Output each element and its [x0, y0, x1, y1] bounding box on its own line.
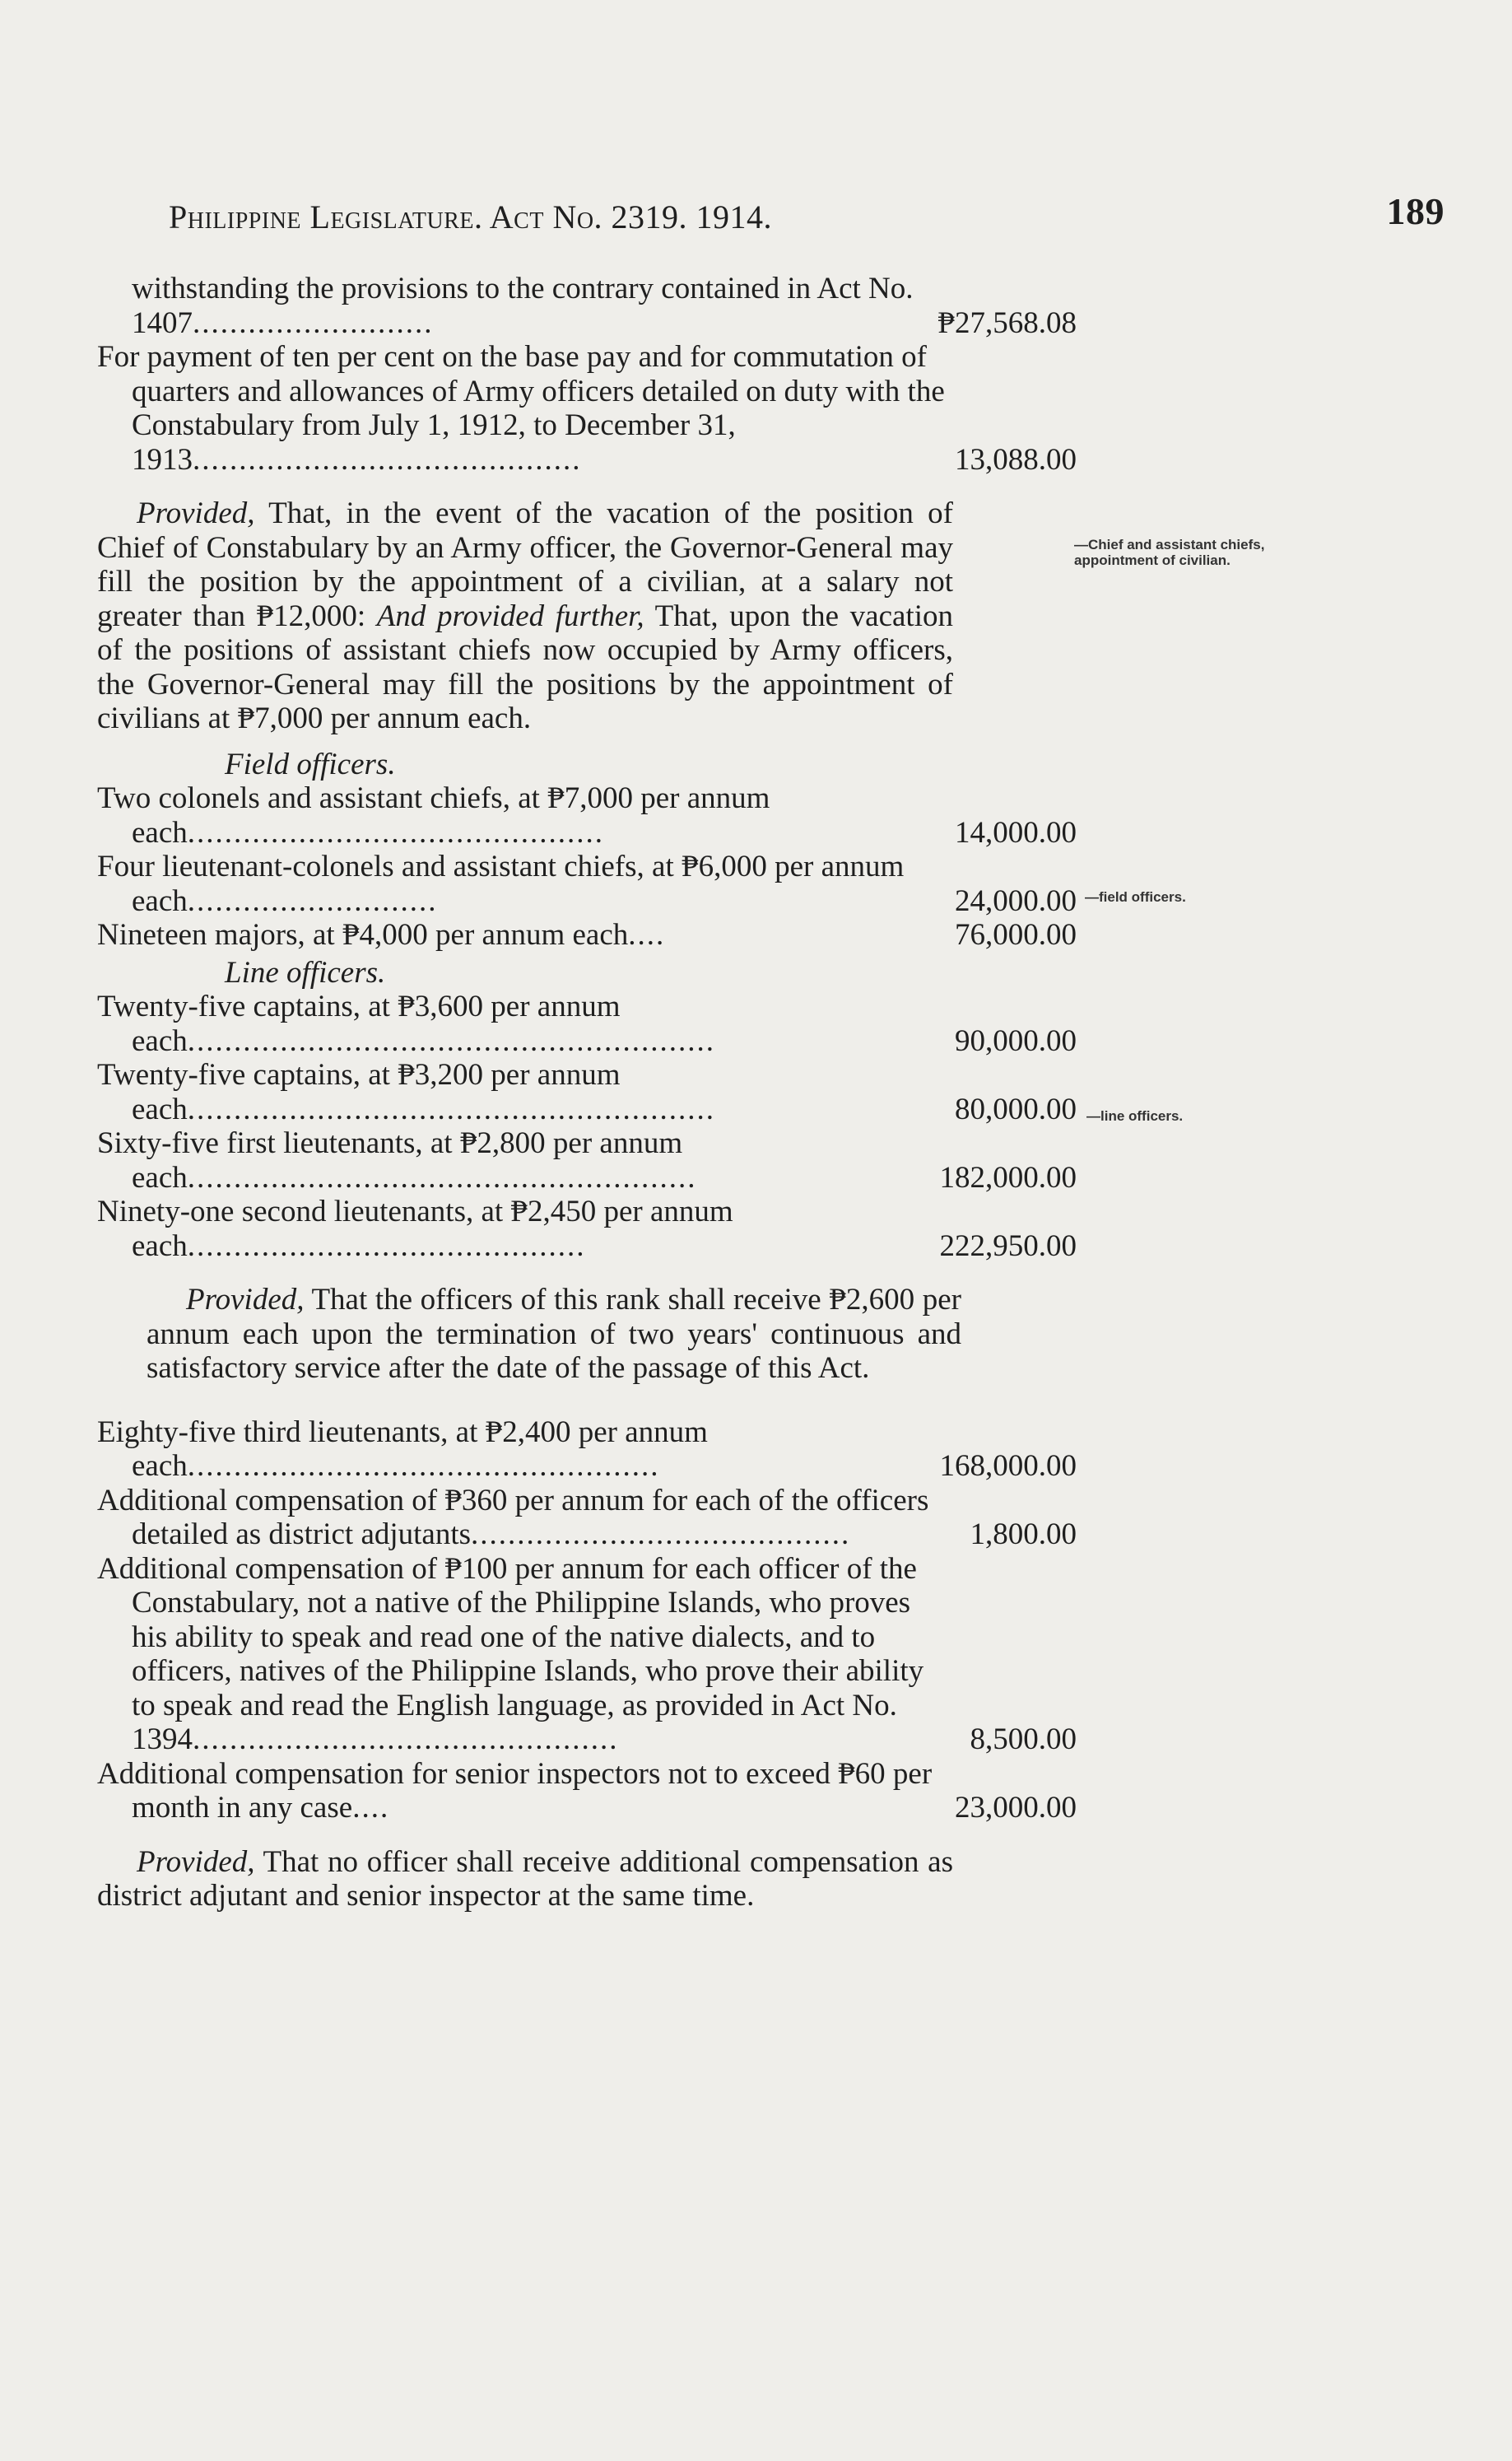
appropriation-text	[97, 272, 1077, 1925]
list-item: Two colonels and assistant chiefs, at ₱7,000 per annum each............................................. 14,000.00	[97, 781, 1077, 850]
page-header	[169, 183, 1445, 240]
list-item: Sixty-five first lieutenants, at ₱2,800 per annum each....................................................... 182,000.00	[97, 1126, 1077, 1195]
amount: 13,088.00	[955, 442, 1077, 477]
page-number: 189	[1386, 190, 1445, 232]
list-item: Four lieutenant-colonels and assistant chiefs, at ₱6,000 per annum each........................... 24,000.00	[97, 850, 1077, 918]
section-heading-line-officers: Line officers.	[225, 955, 386, 990]
list-item: Eighty-five third lieutenants, at ₱2,400 per annum each................................................... 168,000.00	[97, 1415, 1077, 1483]
margin-note-line-officers: —line officers.	[1086, 1108, 1184, 1124]
amount: 222,950.00	[939, 1228, 1077, 1263]
amount: 23,000.00	[955, 1791, 1077, 1825]
margin-note-chiefs: —Chief and assistant chiefs, appointment of civilian.	[1074, 537, 1265, 568]
list-item: Twenty-five captains, at ₱3,200 per annum each......................................................... 80,000.00	[97, 1058, 1077, 1126]
running-head: Philippine Legislature. Act No. 2319. 1914.	[169, 198, 773, 235]
amount: 1,800.00	[970, 1517, 1077, 1551]
list-item: withstanding the provisions to the contrary contained in Act No. 1407.......................... ₱27,568.08	[132, 272, 1077, 340]
list-item: Additional compensation of ₱360 per annum for each of the officers detailed as district adjutants......................................... 1,800.00	[97, 1483, 1077, 1551]
proviso-paragraph: Provided, That the officers of this rank shall receive ₱2,600 per annum each upon the termination of two years' continuous and satisfactory service after the date of the passage of this Act.	[147, 1283, 961, 1385]
amount: 168,000.00	[939, 1449, 1077, 1483]
amount: 80,000.00	[955, 1092, 1077, 1126]
amount: 182,000.00	[939, 1160, 1077, 1195]
proviso-paragraph: Provided, That, in the event of the vacation of the position of Chief of Constabulary by an Army officer, the Governor-General may fill the position by the appointment of a civilian, at a salary not greater than ₱12,000: And provided further, That, upon the vacation of the positions of assistant chiefs now occupied by Army officers, the Governor-General may fill the positions by the appointment of civilians at ₱7,000 per annum each.	[97, 496, 953, 735]
amount: 14,000.00	[955, 815, 1077, 850]
list-item: For payment of ten per cent on the base pay and for commutation of quarters and allowances of Army officers detailed on duty with the Constabulary from July 1, 1912, to December 31, 1913.......................................... 13,088.00	[97, 340, 1077, 477]
amount: 90,000.00	[955, 1023, 1077, 1058]
amount: 8,500.00	[970, 1722, 1077, 1756]
list-item: Additional compensation of ₱100 per annum for each officer of the Constabulary, not a native of the Philippine Islands, who proves his ability to speak and read one of the native dialects, and to officers, natives of the Philippine Islands, who prove their ability to speak and read the English language, as provided in Act No. 1394.............................................. 8,500.00	[97, 1551, 1077, 1756]
amount: 76,000.00	[955, 918, 1077, 952]
list-item: Additional compensation for senior inspectors not to exceed ₱60 per month in any case.... 23,000.00	[97, 1756, 1077, 1825]
list-item: Nineteen majors, at ₱4,000 per annum each.... 76,000.00	[97, 918, 1077, 952]
amount: 24,000.00	[955, 883, 1077, 918]
section-heading-field-officers: Field officers.	[225, 747, 396, 781]
margin-note-field-officers: —field officers.	[1085, 889, 1186, 905]
list-item: Ninety-one second lieutenants, at ₱2,450 per annum each........................................... 222,950.00	[97, 1195, 1077, 1263]
amount: ₱27,568.08	[937, 305, 1077, 340]
list-item: Twenty-five captains, at ₱3,600 per annum each......................................................... 90,000.00	[97, 990, 1077, 1058]
proviso-paragraph: Provided, That no officer shall receive additional compensation as district adjutant and senior inspector at the same time.	[97, 1844, 953, 1913]
